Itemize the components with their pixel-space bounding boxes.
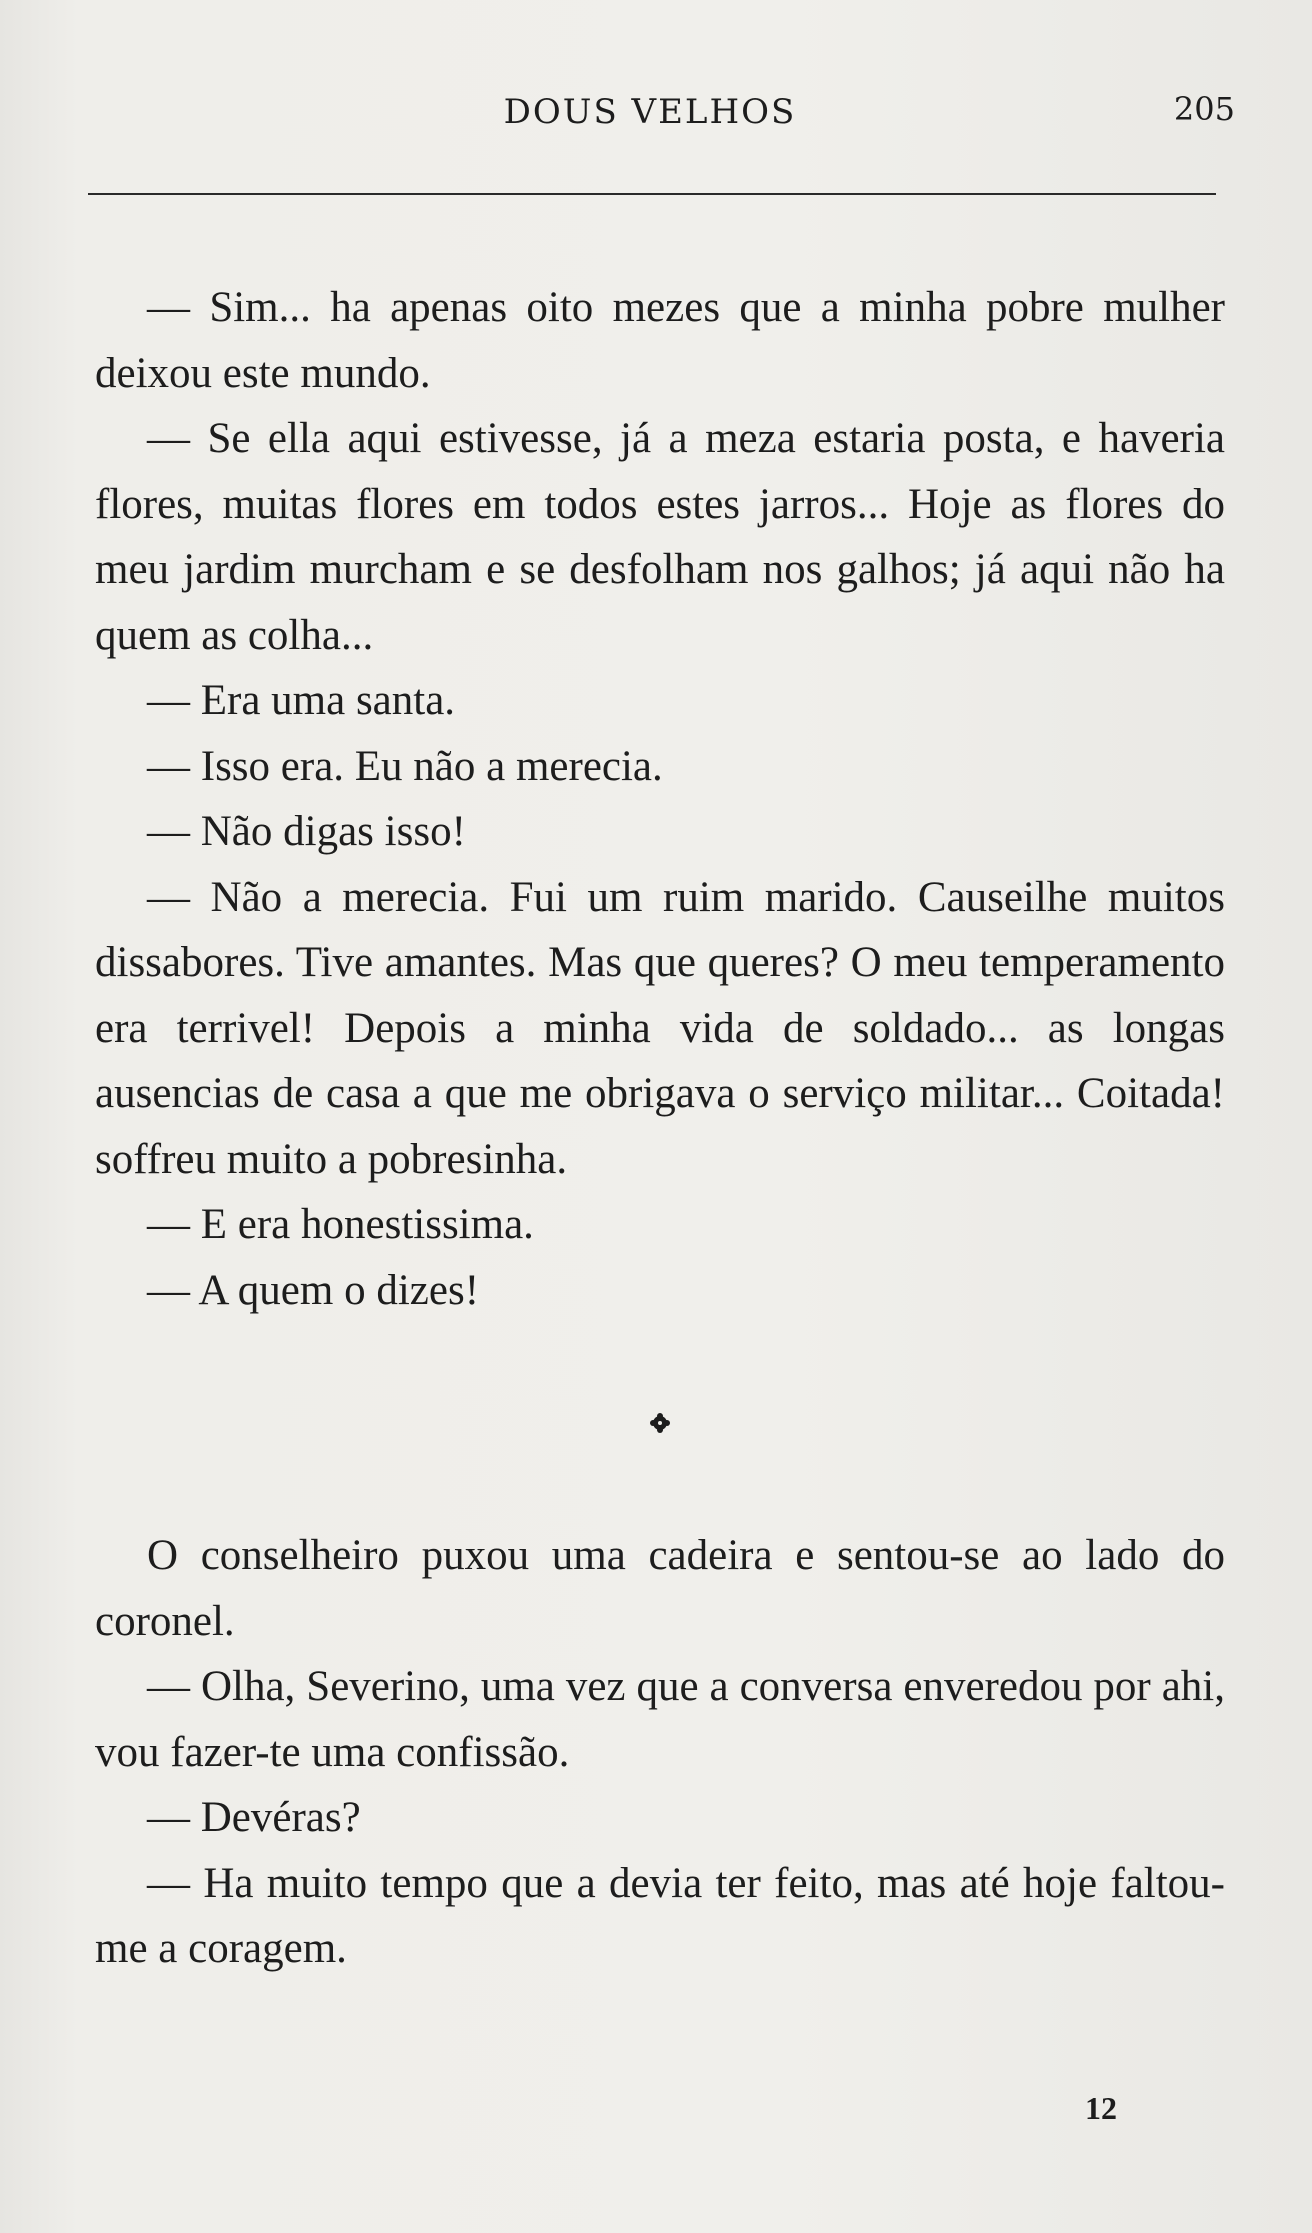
- signature-mark: 12: [1085, 2090, 1117, 2126]
- paragraph: O conselheiro puxou uma cadeira e sentou-se ao lado do coronel.: [95, 1532, 1225, 1645]
- paragraph: — Não digas isso!: [147, 808, 466, 855]
- paragraph: — Era uma santa.: [147, 677, 456, 724]
- running-title: DOUS VELHOS: [503, 92, 797, 132]
- paragraph: — Olha, Severino, uma vez que a conversa enveredou por ahi, vou fazer-te uma confissão.: [95, 1663, 1225, 1776]
- paragraph: — A quem o dizes!: [147, 1266, 480, 1314]
- paragraph: — Se ella aqui estivesse, já a meza estaria posta, e haveria flores, muitas flores em todos estes jarros... Hoje as flores do meu jardim murcham e se desfolham nos galhos; já aqui não ha quem as colha...: [95, 415, 1225, 659]
- paragraph: — Não a merecia. Fui um ruim marido. Causeilhe muitos dissabores. Tive amantes. Mas que queres? O meu temperamento era terrivel! Depois a minha vida de soldado... as longas ausencias de casa a que me obrigava o serviço militar... Coitada! soffreu muito a pobresinha.: [95, 873, 1225, 1183]
- paragraph: — Isso era. Eu não a merecia.: [147, 742, 663, 790]
- body-text: [95, 275, 1225, 1982]
- paragraph: — Sim... ha apenas oito mezes que a minha pobre mulher deixou este mundo.: [95, 284, 1225, 397]
- section-ornament: [95, 1323, 1225, 1523]
- paragraph: — E era honestissima.: [147, 1201, 534, 1248]
- paragraph: — Devéras?: [147, 1794, 361, 1841]
- running-head: [90, 88, 1235, 138]
- page-number: 205: [1173, 90, 1235, 128]
- paragraph: — Ha muito tempo que a devia ter feito, mas até hoje faltou-me a coragem.: [95, 1859, 1225, 1972]
- header-rule: [88, 193, 1216, 195]
- fleuron-icon: [649, 1412, 671, 1434]
